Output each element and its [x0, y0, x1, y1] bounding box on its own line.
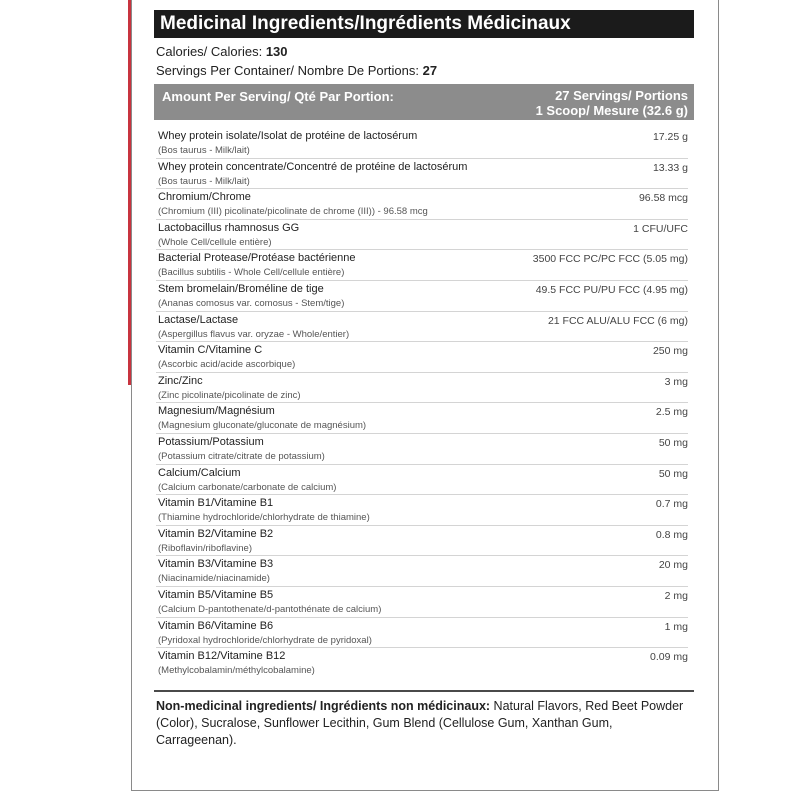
- non-medicinal-label: Non-medicinal ingredients/ Ingrédients non médicinaux:: [156, 699, 491, 713]
- ingredient-row: [156, 587, 688, 618]
- ingredient-row: [156, 403, 688, 434]
- ingredient-amount: 21 FCC ALU/ALU FCC (6 mg): [547, 314, 688, 327]
- ingredient-source: (Chromium (III) picolinate/picolinate de chrome (III)) - 96.58 mcg: [158, 206, 428, 218]
- ingredient-name: Chromium/Chrome: [158, 191, 251, 204]
- servings-line: [156, 63, 437, 78]
- panel-title: Medicinal Ingredients/Ingrédients Médicinaux: [154, 10, 694, 38]
- ingredient-name: Stem bromelain/Broméline de tige: [158, 282, 324, 295]
- calories-label: Calories/ Calories:: [156, 44, 263, 59]
- ingredient-amount: 3 mg: [664, 375, 688, 388]
- ingredient-row: [156, 128, 688, 159]
- ingredient-source: (Bos taurus - Milk/lait): [158, 145, 250, 156]
- ingredient-source: (Bos taurus - Milk/lait): [158, 175, 250, 187]
- ingredient-source: (Aspergillus flavus var. oryzae - Whole/entier): [158, 328, 350, 340]
- ingredient-source: (Ascorbic acid/acide ascorbique): [158, 359, 296, 371]
- ingredient-name: Whey protein concentrate/Concentré de protéine de lactosérum: [158, 160, 468, 173]
- ingredient-amount: 1 mg: [664, 620, 688, 633]
- ingredient-source: (Niacinamide/niacinamide): [158, 573, 270, 585]
- supplement-facts-panel: [131, 0, 719, 791]
- ingredient-amount: 1 CFU/UFC: [633, 222, 688, 235]
- ingredient-source: (Whole Cell/cellule entière): [158, 236, 272, 248]
- ingredient-row: [156, 159, 688, 190]
- ingredient-name: Vitamin C/Vitamine C: [158, 344, 263, 357]
- non-medicinal-text: Natural Flavors, Red Beet Powder (Color), Sucralose, Sunflower Lecithin, Gum Blend (Cellulose Gum, Xanthan Gum, Carrageenan).: [156, 699, 684, 747]
- ingredient-source: (Methylcobalamin/méthylcobalamine): [158, 665, 315, 677]
- ingredient-name: Vitamin B3/Vitamine B3: [158, 558, 274, 571]
- ingredient-source: (Potassium citrate/citrate de potassium): [158, 450, 325, 462]
- ingredient-source: (Zinc picolinate/picolinate de zinc): [158, 389, 301, 401]
- amount-per-serving-label: Amount Per Serving/ Qté Par Portion:: [162, 89, 394, 104]
- ingredient-amount: 2 mg: [664, 589, 688, 602]
- servings-portions-label: 27 Servings/ Portions: [555, 88, 688, 103]
- ingredient-source: (Calcium carbonate/carbonate de calcium): [158, 481, 337, 493]
- ingredient-row: [156, 648, 688, 679]
- ingredient-row: [156, 434, 688, 465]
- ingredient-amount: 2.5 mg: [655, 406, 688, 419]
- ingredient-name: Vitamin B2/Vitamine B2: [158, 527, 274, 540]
- ingredient-name: Potassium/Potassium: [158, 435, 264, 448]
- ingredient-source: (Thiamine hydrochloride/chlorhydrate de thiamine): [158, 512, 370, 524]
- ingredient-amount: 17.25 g: [652, 131, 688, 143]
- ingredient-source: (Ananas comosus var. comosus - Stem/tige): [158, 297, 345, 309]
- ingredient-amount: 49.5 FCC PU/PU FCC (4.95 mg): [535, 283, 688, 296]
- ingredient-row: [156, 465, 688, 496]
- ingredient-amount: 0.09 mg: [650, 651, 688, 664]
- ingredient-name: Vitamin B1/Vitamine B1: [158, 497, 274, 510]
- ingredient-name: Lactase/Lactase: [158, 313, 239, 326]
- calories-value: 130: [265, 44, 288, 59]
- ingredient-amount: 0.7 mg: [655, 498, 688, 511]
- ingredient-source: (Pyridoxal hydrochloride/chlorhydrate de pyridoxal): [158, 634, 372, 646]
- calories-line: [156, 44, 288, 59]
- ingredient-amount: 0.8 mg: [655, 528, 688, 541]
- section-divider: [154, 690, 694, 692]
- ingredient-source: (Bacillus subtilis - Whole Cell/cellule entière): [158, 267, 345, 279]
- ingredient-row: [156, 312, 688, 343]
- ingredient-table: [156, 128, 688, 679]
- serving-size-block: [536, 88, 688, 118]
- ingredient-name: Vitamin B6/Vitamine B6: [158, 619, 274, 632]
- non-medicinal-ingredients: [156, 698, 690, 749]
- ingredient-name: Whey protein isolate/Isolat de protéine de lactosérum: [158, 130, 418, 142]
- ingredient-name: Magnesium/Magnésium: [158, 405, 275, 418]
- ingredient-name: Bacterial Protease/Protéase bactérienne: [158, 252, 356, 265]
- ingredient-amount: 250 mg: [652, 345, 688, 358]
- ingredient-amount: 50 mg: [658, 436, 688, 449]
- ingredient-name: Vitamin B12/Vitamine B12: [158, 650, 286, 663]
- ingredient-source: (Calcium D-pantothenate/d-pantothénate de calcium): [158, 603, 382, 615]
- ingredient-row: [156, 281, 688, 312]
- ingredient-amount: 96.58 mcg: [638, 192, 688, 205]
- ingredient-name: Lactobacillus rhamnosus GG: [158, 221, 300, 234]
- ingredient-amount: 50 mg: [658, 467, 688, 480]
- ingredient-source: (Magnesium gluconate/gluconate de magnésium): [158, 420, 367, 432]
- ingredient-row: [156, 250, 688, 281]
- ingredient-row: [156, 220, 688, 251]
- ingredient-amount: 20 mg: [658, 559, 688, 572]
- ingredient-row: [156, 556, 688, 587]
- ingredient-name: Zinc/Zinc: [158, 374, 203, 387]
- ingredient-row: [156, 189, 688, 220]
- ingredient-source: (Riboflavin/riboflavine): [158, 542, 252, 554]
- ingredient-row: [156, 342, 688, 373]
- ingredient-row: [156, 495, 688, 526]
- servings-label: Servings Per Container/ Nombre De Portions:: [156, 63, 420, 78]
- ingredient-amount: 3500 FCC PC/PC FCC (5.05 mg): [532, 253, 688, 266]
- scoop-size-label: 1 Scoop/ Mesure (32.6 g): [535, 103, 688, 118]
- ingredient-name: Calcium/Calcium: [158, 466, 241, 479]
- ingredient-amount: 13.33 g: [652, 161, 688, 174]
- ingredient-row: [156, 373, 688, 404]
- ingredient-name: Vitamin B5/Vitamine B5: [158, 588, 274, 601]
- ingredient-row: [156, 618, 688, 649]
- amount-header-bar: [154, 84, 694, 120]
- servings-value: 27: [422, 63, 438, 78]
- ingredient-row: [156, 526, 688, 557]
